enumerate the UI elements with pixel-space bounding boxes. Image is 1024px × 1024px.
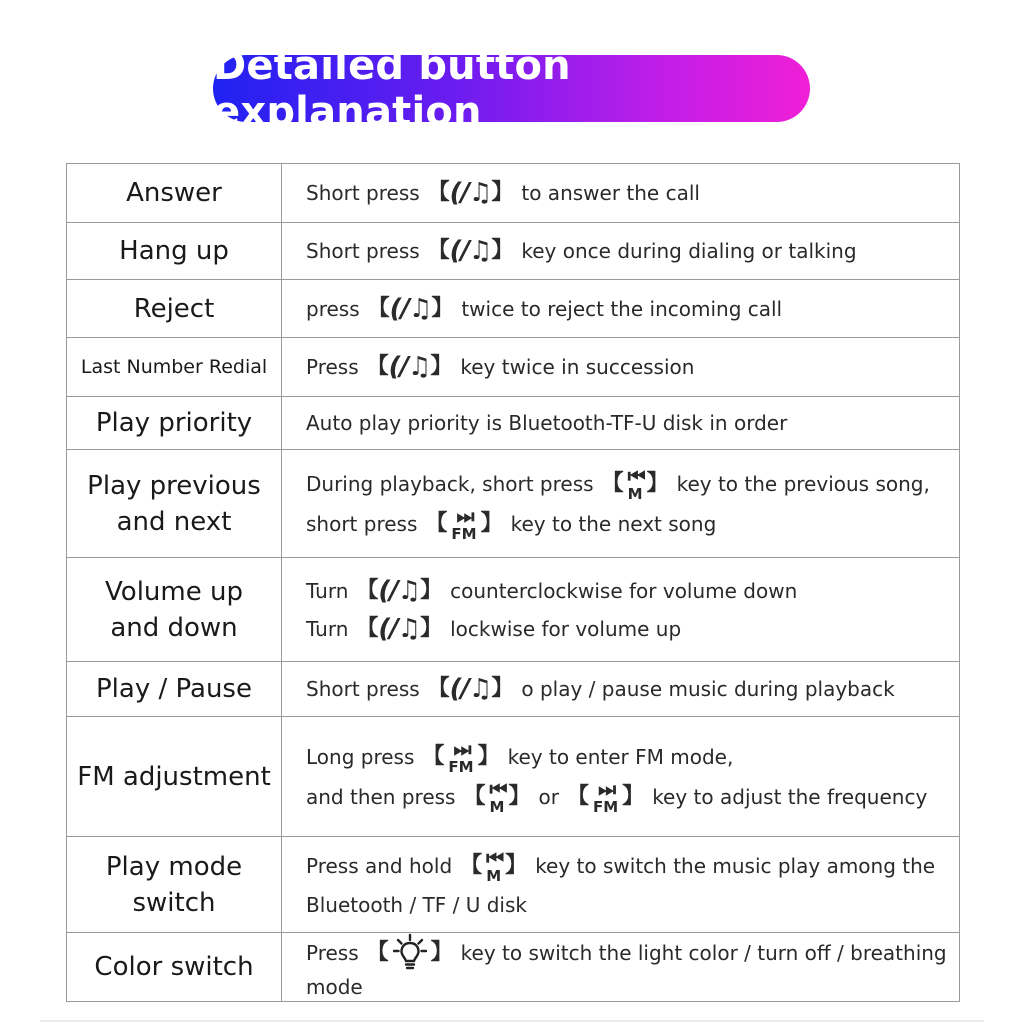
previous-button-icon: 【 ⏮ M 】	[463, 776, 531, 816]
row-label: FM adjustment	[67, 717, 282, 837]
row-description	[282, 280, 960, 338]
description-line	[306, 234, 959, 268]
row-label: Play priority	[67, 397, 282, 450]
row-label-line: and next	[116, 506, 232, 537]
row-label	[67, 450, 282, 558]
row-label: Play / Pause	[67, 662, 282, 717]
light-bulb-icon	[393, 933, 427, 973]
text-before: Press	[306, 355, 359, 379]
row-label: Answer	[67, 164, 282, 223]
description-line	[306, 672, 959, 706]
row-description	[282, 717, 960, 837]
row-description	[282, 338, 960, 397]
row-description	[282, 450, 960, 558]
description-line	[306, 888, 959, 922]
table-row	[67, 662, 960, 717]
knob-button-icon: 【 (/♫ 】	[356, 575, 443, 606]
row-description	[282, 662, 960, 717]
text-before: Short press	[306, 677, 420, 701]
text-plain: Auto play priority is Bluetooth-TF-U disk in order	[306, 411, 788, 435]
knob-button-icon: 【 (/♫ 】	[367, 293, 454, 324]
text-before: Press and hold	[306, 853, 453, 878]
knob-button-icon: 【 (/♫ 】	[427, 178, 514, 208]
table-row	[67, 223, 960, 280]
row-label-line: Play previous	[87, 470, 261, 501]
table-row	[67, 837, 960, 933]
text-plain: mode	[306, 975, 363, 999]
description-line	[306, 845, 959, 885]
row-label: Reject	[67, 280, 282, 338]
text-before: Short press	[306, 181, 420, 205]
description-line	[306, 350, 959, 384]
row-label: Last Number Redial	[67, 338, 282, 397]
row-label	[67, 558, 282, 662]
knob-button-icon: 【 (/♫ 】	[427, 674, 514, 704]
text-before: Turn	[306, 616, 349, 641]
row-description	[282, 837, 960, 933]
table-row	[67, 933, 960, 1002]
next-fm-button-icon: 【 ⏭ FM 】	[422, 736, 500, 776]
row-description	[282, 223, 960, 280]
text-before: Turn	[306, 578, 349, 603]
description-line	[306, 176, 959, 210]
text-before: Press	[306, 941, 359, 965]
text-middle: or	[538, 784, 559, 809]
text-after: key once during dialing or talking	[521, 239, 857, 263]
knob-button-icon: 【 (/♫ 】	[356, 613, 443, 644]
page-title: Detailed button explanation	[213, 42, 571, 135]
text-before: short press	[306, 511, 418, 536]
text-after: o play / pause music during playback	[521, 677, 895, 701]
description-line	[306, 973, 959, 1001]
light-bulb-button-icon: 【 】	[367, 933, 453, 973]
text-plain: Bluetooth / TF / U disk	[306, 892, 527, 917]
previous-button-icon: 【 ⏮ M 】	[460, 845, 528, 885]
table-row	[67, 717, 960, 837]
text-before: During playback, short press	[306, 471, 594, 496]
text-after: key to switch the music play among the	[535, 853, 936, 878]
text-after: twice to reject the incoming call	[461, 296, 783, 321]
text-after: to answer the call	[521, 181, 700, 205]
table-row	[67, 450, 960, 558]
text-after: counterclockwise for volume down	[450, 578, 798, 603]
text-after: key to the previous song,	[676, 471, 930, 496]
knob-button-icon: 【 (/♫ 】	[427, 236, 514, 266]
description-line	[306, 503, 959, 543]
description-line	[306, 776, 959, 816]
table-row	[67, 338, 960, 397]
text-after: key to adjust the frequency	[652, 784, 928, 809]
description-line	[306, 612, 959, 646]
text-before: and then press	[306, 784, 456, 809]
description-line	[306, 463, 959, 503]
table-row	[67, 280, 960, 338]
text-after: key to enter FM mode,	[507, 744, 734, 769]
description-line	[306, 574, 959, 608]
next-button-icon: 【 ⏭ FM 】	[425, 503, 503, 543]
row-label: Color switch	[67, 933, 282, 1002]
description-line	[306, 933, 959, 973]
row-description	[282, 933, 960, 1002]
text-before: press	[306, 296, 360, 321]
description-line	[306, 406, 959, 440]
knob-button-icon: 【 (/♫ 】	[366, 352, 453, 382]
row-label-line: Volume up	[105, 576, 243, 607]
text-before: Long press	[306, 744, 415, 769]
title-banner	[213, 42, 810, 135]
table-row	[67, 397, 960, 450]
description-line	[306, 292, 959, 326]
row-label-line: and down	[110, 612, 238, 643]
description-line	[306, 736, 959, 776]
row-label	[67, 837, 282, 933]
text-after: lockwise for volume up	[450, 616, 682, 641]
row-description	[282, 558, 960, 662]
next-fm-button-icon: 【 ⏭ FM 】	[566, 776, 645, 816]
row-label: Hang up	[67, 223, 282, 280]
table-row	[67, 164, 960, 223]
text-after: key to the next song	[510, 511, 717, 536]
row-description	[282, 397, 960, 450]
row-label-line: switch	[132, 887, 216, 918]
text-after: key to switch the light color / turn off / breathing	[460, 941, 947, 965]
text-before: Short press	[306, 239, 420, 263]
text-after: key twice in succession	[460, 355, 695, 379]
row-label-line: Play mode	[105, 851, 243, 882]
previous-button-icon: 【 ⏮ M 】	[601, 463, 669, 503]
table-row	[67, 558, 960, 662]
row-description	[282, 164, 960, 223]
divider	[40, 1020, 984, 1022]
button-explanation-table	[66, 163, 960, 1002]
